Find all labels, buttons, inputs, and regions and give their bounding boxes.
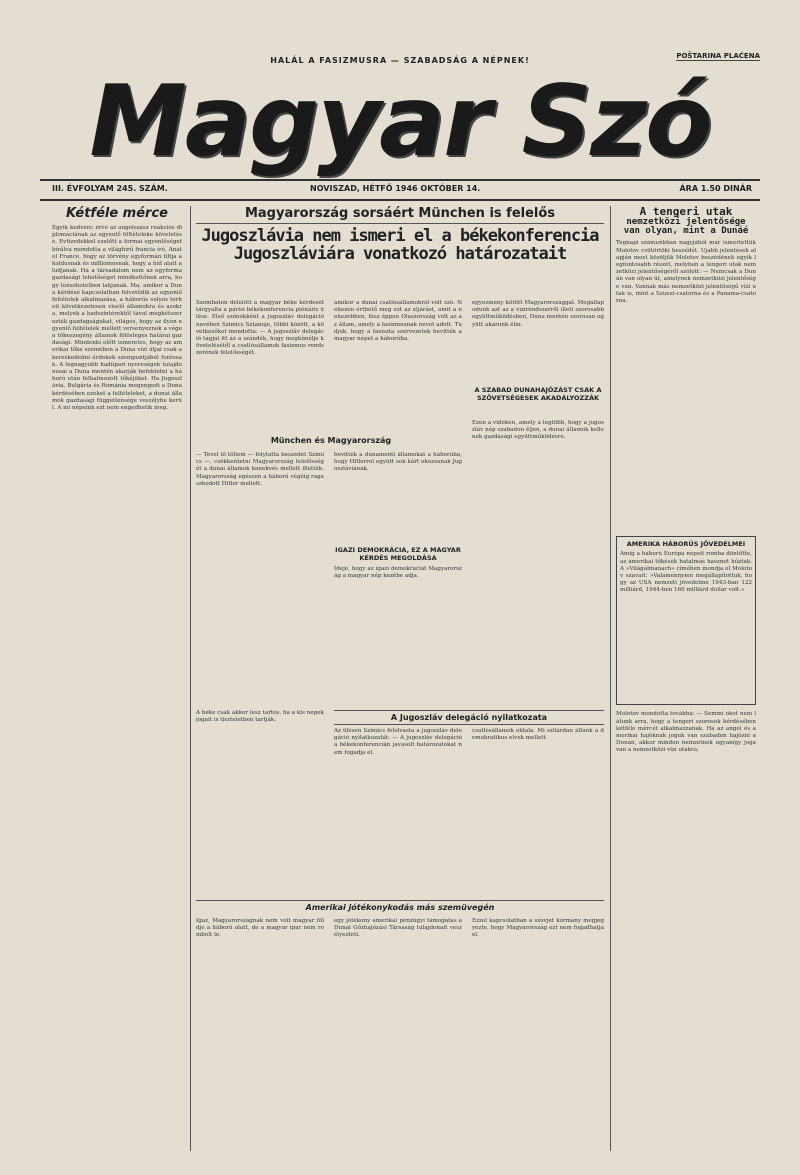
masthead-title: Magyar Szó <box>89 65 711 179</box>
slogan: HALÁL A FASIZMUSRA — SZABADSÁG A NÉPNEK! <box>270 56 530 65</box>
main-headline-line-1: Jugoszlávia nem ismeri el a békekonferencia <box>201 226 599 246</box>
jugo-headline-box <box>334 710 604 725</box>
masthead-rule <box>40 179 760 181</box>
jugo-col-2: csatlósállamok oldala. Mi szilárdan állunk a demokratikus elvek mellett. <box>472 728 604 742</box>
right-headline-line-2: nemzetközi jelentősége <box>626 216 746 227</box>
munich-col-2-body-b: Ideje, hogy az igazi demokráciát Magyarország a magyar nép kezébe adja. <box>334 566 462 580</box>
column-divider <box>190 206 191 1151</box>
column-divider <box>610 206 611 1151</box>
main-story-col-1: Szombaton délelőtt a magyar béke kérdését tárgyalta a párisi békekonferencia plénáris ülése. Első szónokként a jugoszláv delegáció nevében Szimics Sztanoje, többi között, a következőket mondotta: — A jugoszláv delegáció tagjai itt az a szándék, hogy megkímélje követelésétől a csatlósállamok fasizmus rendszerének felelősségét. <box>196 300 324 357</box>
right-headline-line-3: van olyan, mint a Dunáé <box>623 225 749 236</box>
relief-headline: Amerikai jótékonykodás más szemüvegén <box>305 903 495 912</box>
jugo-col-3: A béke csak akkor lesz tartós, ha a kis népek jogait is tiszteletben tartják. <box>196 710 324 724</box>
left-column <box>52 206 182 1165</box>
price: ÁRA 1.50 DINÁR <box>679 184 752 193</box>
postage-stamp-text: POŠTARINA PLAĆENA <box>676 52 760 60</box>
munich-headline: München és Magyarország <box>270 436 392 445</box>
amerika-box <box>616 536 756 705</box>
right-column <box>616 206 756 1141</box>
right-column-body-2: Molotov mondotta továbbá: — Semmi okot nem látunk arra, hogy a tengeri szorosok kérdésében kétféle mércét alkalmazzanak. Ha az angol és amerikai hajóknak joguk van szabadon hajózni a Dunán, akkor minden nemzetnek ugyanígy joga van a nemzetközi vízi utakra. <box>616 711 756 754</box>
main-story <box>196 206 604 264</box>
left-column-headline: Kétféle mérce <box>66 206 168 221</box>
info-bar-rule <box>40 199 760 201</box>
munich-col-2 <box>334 452 462 666</box>
relief-col-1: Igaz, Magyarországnak nem volt magyar földje a háború alatt, de a magyar ipar nem rombolt le. <box>196 918 324 939</box>
munich-subhead: IGAZI DEMOKRÁCIA, EZ A MAGYAR KÉRDÉS MEGOLDÁSA <box>335 546 461 562</box>
main-headline-line-2: Jugoszláviára vonatkozó határozatait <box>233 243 567 264</box>
relief-col-2: egy jótékony amerikai pénzügyi támogatás a Dunai Gőzhajózási Társaság tulajdonait veszélyezteti. <box>334 918 462 939</box>
amerika-box-headline: AMERIKA HÁBORÚS JÖVEDELMEI <box>626 540 746 549</box>
left-column-body: Egyik kedvenc érve az angolszász reakciós diplomáciának az egyenlő föltételeke követelése. Evtizedekkel ezelőtt a formai egyenlőséget bírálva mondotta a világhírű francia író, Anatol France, hogy az törvény egyformán tiltja a koldusnak és milliomosnak, hogy a híd alatt aludjanak. Ha a társadalom nem az egyforma gazdasági lehetőséget mindkettőnek arra, hogy luxushotelben lakjanak. Ma, amikor a Duna kérdésé kapcsolatban felvetődik az egyenlő feltételek alkalmazása, a háborús sulyos terheit következetesen viselő államokra és azokra, melyek a hadszíntérektől távol megkétszerezték gazdagságukat, világos, hogy az ilyen egyenlő feltételek mellett versenyeznek a vége a tőkeszegény államok fölösleges határai gazdasági. Mindenki előtt ismeretes, hogy az amerikai tőke szemében a Duna vízi útjai csak a kereskedelmi érdekek szempontjából fontosak. A legnagyobb hadiipari nyereségek tulajdonosai a Duna mentén akarják befektetni a háború után felhalmozott tőkéjüket. Ha Jugoszlávia, Bulgária és Románia megengedi a Duna kérdésében ezeket a feltételeket, a dunai államok gazdasági függetlensége veszélybe kerül. A mi népeink ezt nem engedhetik meg. <box>52 225 182 412</box>
munich-col-3: Ezen a vidéken, amely a legtöbb, hogy a jugoszláv nép szabadon éljen, a dunai államok kellenek gazdasági együttműködésre. <box>472 420 604 441</box>
volume-info: III. ÉVFOLYAM 245. SZÁM. <box>52 184 168 193</box>
main-kicker: Magyarország sorsáért München is felelős <box>196 206 604 224</box>
main-story-col-3 <box>472 300 604 402</box>
main-story-subhead: A SZABAD DUNAHAJÓZÁST CSAK A SZÖVETSÉGESEK AKADÁLYOZZÁK <box>474 386 602 402</box>
main-story-col-2: amikor a dunai csatlósállamokról volt szó. Nehezen érthető meg ezt az eljárást, amit a nehezebben, hisz éppen Olaszország volt az az állam, amely a fasizmusnak nevet adott. Tudjuk, hogy a fasiszta szervezetek bevitték a magyar népet a háborúba. <box>334 300 462 343</box>
jugo-headline: A Jugoszláv delegáció nyilatkozata <box>390 713 548 722</box>
right-headline-line-1: A tengeri utak <box>639 205 733 218</box>
amerika-box-body: Amig a háború Európa népeit romba döntötte, az amerikai tőkések hatalmas hasznot húztak. A »Világalmanach« címében mondja el Molotov szavait: »Valamennyien megállapítottuk, hogy az USA nemzeti jövedelme 1943-ban 122 milliárd, 1944-ben 160 milliárd dollár volt.« <box>620 551 752 594</box>
jugo-col-1: Az ülésen Szimics felolvasta a jugoszláv delegáció nyilatkozatát: — A jugoszláv delegáció a békekonferencián javasolt határozatokat nem fogadja el. <box>334 728 462 756</box>
munich-col-1: — Tével ül töllem — folytatta beszédét Szimics —, csökkentetni Magyarország felelősségét a dunai államok kenekvés mellett illették. Magyarország egészen a háború végéig ragaszkodott Hitler mellett. <box>196 452 324 487</box>
main-story-col-3-body: egyezmény kötött Magyarországgal. Megállapodunk azt az a vizirendszerről illeti szorosabb együttműködésben, Duna mentén szorosan együtt akarunk élni. <box>472 300 604 328</box>
issue-info-bar <box>52 184 752 198</box>
relief-col-3: Ezzel kapcsolatban a szovjet kormány megjegyezte, hogy Magyarország ezt nem fogadhatja el. <box>472 918 604 939</box>
right-column-body: Tegnapi számunkban nagyjából már ismertettük Molotov csütörtöki beszédét. Ujabb jelentések alapján most közöljük Molotov beszédének egyik legfontosabb részét, melyben a tengeri utak nemzetközi jelentőségéről szólott: — Nemcsak a Dunán van olyan út, amelynek nemzetközi jelentősége van. Vannak más nemzetközi jelentőségű vízi utak is, mint a Szuezi-csatorna és a Panama-csatorna. <box>616 240 756 305</box>
munich-col-2-body: bevitték a dunamenti államokat a háborúba, hogy Hitlerrel együtt sok kárt okozzanak Jugoszláviának. <box>334 452 462 473</box>
relief-headline-box <box>196 900 604 914</box>
dateline: NOVISZAD, HÉTFŐ 1946 OKTÓBER 14. <box>310 184 481 193</box>
